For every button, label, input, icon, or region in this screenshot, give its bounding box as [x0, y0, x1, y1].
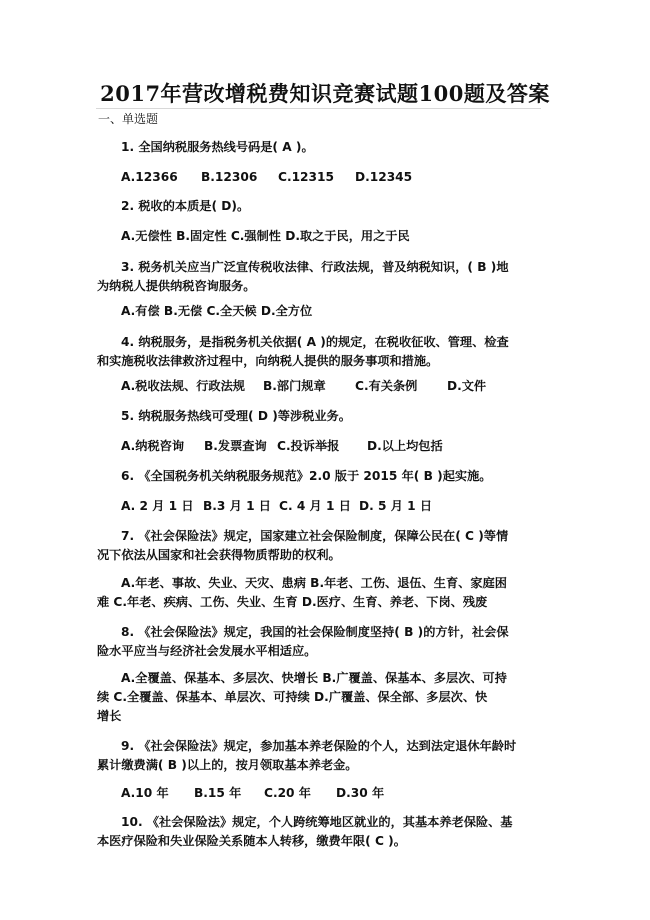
question-3-line-2: 为纳税人提供纳税咨询服务。: [97, 279, 256, 293]
document-title: 2017年营改增税费知识竞赛试题100题及答案: [100, 81, 550, 106]
question-3-line-1: 3. 税务机关应当广泛宣传税收法律、行政法规，普及纳税知识，( B )地: [121, 260, 509, 274]
question-2-text: 2. 税收的本质是( D)。: [121, 199, 250, 213]
option: D.文件: [447, 379, 487, 393]
question-7-line-2: 况下依法从国家和社会获得物质帮助的权利。: [97, 548, 341, 562]
question-9: [97, 737, 547, 756]
option: B.3 月 1 日: [203, 499, 271, 513]
question-8-line-1: 8. 《社会保险法》规定，我国的社会保险制度坚持( B )的方针，社会保: [121, 625, 509, 639]
question-8: [97, 623, 547, 642]
question-8-cont: [97, 642, 547, 661]
question-8-line-2: 险水平应当与经济社会发展水平相适应。: [97, 644, 317, 658]
question-9-cont: [97, 756, 547, 775]
option-line: A.无偿性 B.固定性 C.强制性 D.取之于民，用之于民: [121, 229, 410, 243]
section-heading: 一、单选题: [98, 112, 159, 126]
option: A. 2 月 1 日: [121, 499, 194, 513]
question-7-line-1: 7. 《社会保险法》规定，国家建立社会保险制度，保障公民在( C )等情: [121, 529, 509, 543]
option: D. 5 月 1 日: [359, 499, 433, 513]
question-1-text: 1. 全国纳税服务热线号码是( A )。: [121, 140, 314, 154]
question-10-line-2: 本医疗保险和失业保险关系随本人转移，缴费年限( C )。: [97, 834, 406, 848]
option-line: A.有偿 B.无偿 C.全天候 D.全方位: [121, 304, 313, 318]
question-9-line-1: 9. 《社会保险法》规定，参加基本养老保险的个人，达到法定退休年龄时: [121, 739, 517, 753]
question-8-options-cont-2: [97, 707, 547, 726]
option: C.投诉举报: [277, 439, 340, 453]
question-6-options: [97, 497, 547, 516]
question-8-options: [97, 669, 547, 688]
option: B.12306: [201, 170, 258, 184]
question-5-options: [97, 437, 547, 456]
option: B.部门规章: [263, 379, 326, 393]
option: A.纳税咨询: [121, 439, 185, 453]
question-3-options: [97, 302, 547, 321]
question-6-text: 6. 《全国税务机关纳税服务规范》2.0 版于 2015 年( B )起实施。: [121, 469, 492, 483]
question-9-options: [97, 784, 547, 803]
question-7-cont: [97, 546, 547, 565]
option: B.15 年: [194, 786, 242, 800]
question-10: [97, 813, 547, 832]
option: D.12345: [355, 170, 413, 184]
question-1: [97, 138, 547, 157]
question-4-line-1: 4. 纳税服务，是指税务机关依据( A )的规定，在税收征收、管理、检查: [121, 335, 509, 349]
option-line-2: 难 C.年老、疾病、工伤、失业、生育 D.医疗、生育、养老、下岗、残废: [97, 595, 488, 609]
question-10-line-1: 10. 《社会保险法》规定，个人跨统筹地区就业的，其基本养老保险、基: [121, 815, 513, 829]
question-9-line-2: 累计缴费满( B )以上的，按月领取基本养老金。: [97, 758, 358, 772]
question-3-cont: [97, 277, 547, 296]
question-5: [97, 407, 547, 426]
option: C.有关条例: [355, 379, 418, 393]
option-line-2: 续 C.全覆盖、保基本、单层次、可持续 D.广覆盖、保全部、多层次、快: [97, 690, 488, 704]
question-3: [97, 258, 547, 277]
question-4-line-2: 和实施税收法律救济过程中，向纳税人提供的服务事项和措施。: [97, 354, 439, 368]
option: A.税收法规、行政法规: [121, 379, 245, 393]
option: B.发票查询: [204, 439, 267, 453]
title-divider: [96, 108, 541, 109]
question-2-options: [97, 227, 547, 246]
question-1-options: [97, 168, 547, 187]
option-line-1: A.年老、事故、失业、天灾、患病 B.年老、工伤、退伍、生育、家庭困: [121, 576, 507, 590]
question-7: [97, 527, 547, 546]
option: A.12366: [121, 170, 178, 184]
question-6: [97, 467, 547, 486]
question-4-options: [97, 377, 547, 396]
option: A.10 年: [121, 786, 169, 800]
question-8-options-cont: [97, 688, 547, 707]
question-7-options-cont: [97, 593, 547, 612]
question-5-text: 5. 纳税服务热线可受理( D )等涉税业务。: [121, 409, 351, 423]
option-line-3: 增长: [97, 709, 122, 723]
option-line-1: A.全覆盖、保基本、多层次、快增长 B.广覆盖、保基本、多层次、可持: [121, 671, 507, 685]
question-4: [97, 333, 547, 352]
question-4-cont: [97, 352, 547, 371]
option: C.20 年: [264, 786, 311, 800]
option: D.30 年: [336, 786, 385, 800]
option: C. 4 月 1 日: [279, 499, 351, 513]
option: C.12315: [278, 170, 334, 184]
question-2: [97, 197, 547, 216]
question-7-options: [97, 574, 547, 593]
question-10-cont: [97, 832, 547, 851]
option: D.以上均包括: [367, 439, 443, 453]
